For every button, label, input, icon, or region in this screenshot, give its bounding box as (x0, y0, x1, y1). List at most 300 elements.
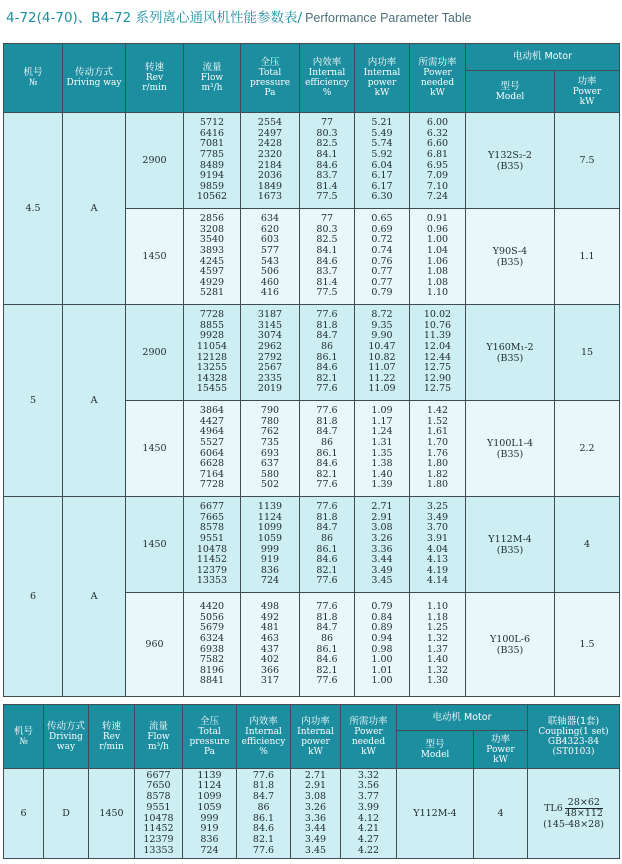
value-cell: 2320 (257, 148, 283, 160)
value-cell: 1124 (257, 511, 283, 523)
value-cell: 2428 (257, 138, 283, 150)
value-cell: 6.95 (426, 159, 449, 171)
value-cell: 4964 (199, 426, 225, 438)
value-cell: 3893 (199, 244, 225, 256)
motor-power: 1.1 (555, 209, 620, 305)
flow-values (184, 401, 241, 497)
value-cell: 1.18 (426, 611, 449, 623)
value-cell: 6677 (199, 501, 225, 513)
value-cell: 1673 (257, 191, 283, 203)
value-cell: 1124 (197, 780, 222, 792)
pressure-values (241, 401, 300, 497)
motor-power: 4 (474, 769, 528, 859)
value-cell: 10.76 (423, 319, 452, 331)
value-cell: 12.90 (423, 372, 452, 384)
value-cell: 3.49 (371, 564, 393, 576)
value-cell: 724 (200, 844, 219, 856)
value-cell: 3.45 (371, 575, 393, 587)
value-cell: 1139 (257, 501, 283, 513)
power-needed-values (410, 305, 466, 401)
value-cell: 543 (260, 255, 280, 267)
value-cell: 762 (260, 426, 280, 438)
value-cell: 1.82 (426, 468, 449, 480)
value-cell: 82.1 (316, 564, 338, 576)
header2-efficiency: 内效率 Internal efficiency % (237, 705, 291, 769)
value-cell: 0.98 (371, 643, 393, 655)
value-cell: 3.08 (304, 791, 327, 803)
value-cell: 1.06 (426, 255, 449, 267)
value-cell: 8489 (199, 159, 225, 171)
value-cell: 86.1 (316, 643, 338, 655)
value-cell: 86.1 (316, 351, 338, 363)
value-cell: 77.6 (316, 383, 338, 395)
value-cell: 0.89 (371, 622, 393, 634)
value-cell: 6.04 (371, 159, 393, 171)
value-cell: 7785 (199, 148, 225, 160)
value-cell: 3.26 (304, 801, 327, 813)
value-cell: 2.91 (304, 780, 327, 792)
value-cell: 86.1 (316, 447, 338, 459)
page-title (6, 6, 472, 28)
value-cell: 3864 (199, 405, 225, 417)
value-cell: 84.6 (316, 458, 338, 470)
value-cell: 1.76 (426, 447, 449, 459)
value-cell: 84.7 (316, 622, 338, 634)
value-cell: 10478 (196, 543, 228, 555)
value-cell: 77.6 (316, 309, 338, 321)
value-cell: 9.35 (371, 319, 393, 331)
value-cell: 1.04 (426, 244, 449, 256)
value-cell: 7582 (199, 654, 225, 666)
value-cell: 2567 (257, 362, 283, 374)
header2-model: 型号 Model (397, 731, 474, 769)
value-cell: 77.6 (316, 675, 338, 687)
motor-model: Y160M₁-2 (B35) (466, 305, 555, 401)
value-cell: 7.24 (426, 191, 449, 203)
value-cell: 81.8 (316, 511, 338, 523)
value-cell: 84.1 (316, 148, 338, 160)
value-cell: 13255 (196, 362, 228, 374)
value-cell: 463 (260, 632, 280, 644)
value-cell: 0.77 (371, 276, 393, 288)
flow-values (135, 769, 183, 859)
value-cell: 7728 (199, 479, 225, 491)
value-cell: 3.36 (371, 543, 393, 555)
header2-power-needed: 所需功率 Power needed kW (341, 705, 397, 769)
value-cell: 2497 (257, 127, 283, 139)
header-model: 型号 Model (466, 71, 555, 113)
value-cell: 84.7 (316, 522, 338, 534)
value-cell: 1.39 (371, 479, 393, 491)
pressure-values (241, 209, 300, 305)
value-cell: 12.04 (423, 340, 452, 352)
value-cell: 0.65 (371, 213, 393, 225)
value-cell: 83.7 (316, 170, 338, 182)
motor-power: 7.5 (555, 113, 620, 209)
rev-value: 960 (126, 593, 184, 697)
header-drive: 传动方式 Driving way (63, 44, 126, 113)
value-cell: 84.7 (252, 791, 275, 803)
value-cell: 77.5 (316, 191, 338, 203)
flow-values (184, 209, 241, 305)
value-cell: 498 (260, 601, 280, 613)
value-cell: 836 (200, 833, 219, 845)
value-cell: 1.32 (426, 664, 449, 676)
motor-power: 2.2 (555, 401, 620, 497)
internal-power-values (355, 113, 410, 209)
pressure-values (241, 497, 300, 593)
power-needed-values (410, 401, 466, 497)
value-cell: 1.40 (371, 468, 393, 480)
value-cell: 4.21 (357, 823, 380, 835)
power-needed-values (410, 209, 466, 305)
value-cell: 5527 (199, 436, 225, 448)
header-flow: 流量 Flow m³/h (184, 44, 241, 113)
value-cell: 6.32 (426, 127, 449, 139)
header-power-needed: 所需功率 Power needed kW (410, 44, 466, 113)
table2-row (4, 769, 620, 859)
value-cell: 1.00 (371, 675, 393, 687)
value-cell: 77.6 (316, 501, 338, 513)
value-cell: 81.8 (316, 611, 338, 623)
value-cell: 86 (320, 632, 334, 644)
value-cell: 2962 (257, 340, 283, 352)
value-cell: 81.8 (252, 780, 275, 792)
value-cell: 10.02 (423, 309, 452, 321)
value-cell: 1.70 (426, 436, 449, 448)
value-cell: 780 (260, 415, 280, 427)
driving-way: A (63, 305, 126, 497)
value-cell: 1.61 (426, 426, 449, 438)
value-cell: 6.30 (371, 191, 393, 203)
value-cell: 3.44 (304, 823, 327, 835)
value-cell: 9551 (199, 532, 225, 544)
flow-values (184, 305, 241, 401)
driving-way: A (63, 113, 126, 305)
efficiency-values (300, 305, 355, 401)
value-cell: 5.21 (371, 117, 393, 129)
value-cell: 9551 (146, 801, 171, 813)
value-cell: 7164 (199, 468, 225, 480)
value-cell: 366 (260, 664, 280, 676)
efficiency-values (237, 769, 291, 859)
performance-table-2 (3, 704, 620, 859)
value-cell: 1.24 (371, 426, 393, 438)
value-cell: 10562 (196, 191, 228, 203)
motor-model: Y132S₂-2 (B35) (466, 113, 555, 209)
value-cell: 437 (260, 643, 280, 655)
value-cell: 4.04 (426, 543, 449, 555)
value-cell: 77.6 (316, 405, 338, 417)
value-cell: 1.01 (371, 664, 393, 676)
value-cell: 4.19 (426, 564, 449, 576)
value-cell: 481 (260, 622, 280, 634)
value-cell: 3.56 (357, 780, 380, 792)
value-cell: 4.12 (357, 812, 380, 824)
value-cell: 82.5 (316, 138, 338, 150)
value-cell: 836 (260, 564, 280, 576)
header2-no: 机号 № (4, 705, 44, 769)
value-cell: 3208 (199, 223, 225, 235)
value-cell: 7.09 (426, 170, 449, 182)
header2-motor: 电动机 Motor (397, 705, 528, 731)
value-cell: 77.6 (316, 479, 338, 491)
value-cell: 1.00 (426, 234, 449, 246)
internal-power-values (355, 401, 410, 497)
value-cell: 80.3 (316, 223, 338, 235)
value-cell: 2554 (257, 117, 283, 129)
value-cell: 77.6 (252, 769, 275, 781)
value-cell: 1.42 (426, 405, 449, 417)
efficiency-values (300, 209, 355, 305)
value-cell: 3540 (199, 234, 225, 246)
value-cell: 0.94 (371, 632, 393, 644)
value-cell: 0.91 (426, 213, 449, 225)
value-cell: 603 (260, 234, 280, 246)
flow-values (184, 113, 241, 209)
header2-flow: 流量 Flow m³/h (135, 705, 183, 769)
internal-power-values (355, 209, 410, 305)
value-cell: 9928 (199, 330, 225, 342)
header-no: 机号 № (4, 44, 63, 113)
rev-value: 1450 (89, 769, 135, 859)
value-cell: 8.72 (371, 309, 393, 321)
value-cell: 15455 (196, 383, 228, 395)
value-cell: 402 (260, 654, 280, 666)
motor-power: 4 (555, 497, 620, 593)
machine-no: 6 (4, 769, 44, 859)
value-cell: 81.4 (316, 180, 338, 192)
value-cell: 1.10 (426, 287, 449, 299)
value-cell: 86.1 (316, 543, 338, 555)
value-cell: 1059 (197, 801, 222, 813)
value-cell: 3.70 (426, 522, 449, 534)
value-cell: 82.1 (316, 468, 338, 480)
value-cell: 14328 (196, 372, 228, 384)
value-cell: 5.92 (371, 148, 393, 160)
value-cell: 3.45 (304, 844, 327, 856)
value-cell: 84.6 (316, 255, 338, 267)
value-cell: 0.76 (371, 255, 393, 267)
value-cell: 7081 (199, 138, 225, 150)
table-row (4, 497, 620, 593)
value-cell: 2036 (257, 170, 283, 182)
pressure-values (183, 769, 237, 859)
value-cell: 86 (320, 340, 334, 352)
header-motor: 电动机 Motor (466, 44, 620, 71)
value-cell: 3.26 (371, 532, 393, 544)
rev-value: 1450 (126, 497, 184, 593)
value-cell: 1.10 (426, 601, 449, 613)
value-cell: 3.77 (357, 791, 380, 803)
motor-model: Y90S-4 (B35) (466, 209, 555, 305)
value-cell: 1849 (257, 180, 283, 192)
power-needed-values (410, 497, 466, 593)
power-needed-values (341, 769, 397, 859)
value-cell: 6.17 (371, 170, 393, 182)
title-english: Performance Parameter Table (305, 11, 472, 25)
value-cell: 2184 (257, 159, 283, 171)
value-cell: 2019 (257, 383, 283, 395)
value-cell: 919 (260, 554, 280, 566)
value-cell: 6.00 (426, 117, 449, 129)
value-cell: 77.6 (316, 575, 338, 587)
motor-model: Y100L1-4 (B35) (466, 401, 555, 497)
value-cell: 84.6 (316, 159, 338, 171)
value-cell: 11452 (196, 554, 228, 566)
performance-table-1 (3, 43, 620, 697)
pressure-values (241, 113, 300, 209)
value-cell: 1.00 (371, 654, 393, 666)
internal-power-values (355, 497, 410, 593)
header2-coupling: 联轴器(1套) Coupling(1 set) GB4323-84 (ST0103) (528, 705, 620, 769)
driving-way: A (63, 497, 126, 697)
value-cell: 6324 (199, 632, 225, 644)
value-cell: 4929 (199, 276, 225, 288)
value-cell: 634 (260, 213, 280, 225)
efficiency-values (300, 401, 355, 497)
header-pressure: 全压 Total pressure Pa (241, 44, 300, 113)
value-cell: 502 (260, 479, 280, 491)
value-cell: 2856 (199, 213, 225, 225)
value-cell: 82.5 (316, 234, 338, 246)
value-cell: 3.44 (371, 554, 393, 566)
value-cell: 3.25 (426, 501, 449, 513)
value-cell: 3.08 (371, 522, 393, 534)
value-cell: 4245 (199, 255, 225, 267)
value-cell: 1.17 (371, 415, 393, 427)
value-cell: 4597 (199, 266, 225, 278)
value-cell: 790 (260, 405, 280, 417)
value-cell: 1.30 (426, 675, 449, 687)
internal-power-values (355, 593, 410, 697)
rev-value: 1450 (126, 401, 184, 497)
value-cell: 86.1 (252, 812, 275, 824)
value-cell: 6677 (146, 769, 171, 781)
power-needed-values (410, 593, 466, 697)
motor-power: 15 (555, 305, 620, 401)
value-cell: 13353 (196, 575, 228, 587)
value-cell: 1099 (197, 791, 222, 803)
value-cell: 3.36 (304, 812, 327, 824)
value-cell: 81.8 (316, 415, 338, 427)
value-cell: 577 (260, 244, 280, 256)
value-cell: 81.4 (316, 276, 338, 288)
value-cell: 8841 (199, 675, 225, 687)
value-cell: 5.49 (371, 127, 393, 139)
table-row (4, 305, 620, 401)
value-cell: 0.79 (371, 601, 393, 613)
value-cell: 3.49 (304, 833, 327, 845)
value-cell: 460 (260, 276, 280, 288)
value-cell: 1059 (257, 532, 283, 544)
value-cell: 6938 (199, 643, 225, 655)
value-cell: 12128 (196, 351, 228, 363)
value-cell: 86 (320, 436, 334, 448)
value-cell: 999 (200, 812, 219, 824)
efficiency-values (300, 593, 355, 697)
value-cell: 4420 (199, 601, 225, 613)
header2-internal-power: 内功率 Internal power kW (291, 705, 341, 769)
motor-model: Y112M-4 (397, 769, 474, 859)
value-cell: 6628 (199, 458, 225, 470)
value-cell: 10478 (143, 812, 174, 824)
value-cell: 84.6 (316, 362, 338, 374)
value-cell: 1.25 (426, 622, 449, 634)
value-cell: 693 (260, 447, 280, 459)
value-cell: 1.52 (426, 415, 449, 427)
value-cell: 3145 (257, 319, 283, 331)
header-efficiency: 内效率 Internal efficiency % (300, 44, 355, 113)
value-cell: 82.1 (252, 833, 275, 845)
value-cell: 735 (260, 436, 280, 448)
motor-power: 1.5 (555, 593, 620, 697)
value-cell: 11054 (196, 340, 228, 352)
value-cell: 6.17 (371, 180, 393, 192)
value-cell: 12379 (143, 833, 174, 845)
machine-no: 5 (4, 305, 63, 497)
value-cell: 2.71 (304, 769, 327, 781)
value-cell: 1099 (257, 522, 283, 534)
value-cell: 82.1 (316, 664, 338, 676)
value-cell: 13353 (143, 844, 174, 856)
value-cell: 10.47 (368, 340, 396, 352)
value-cell: 84.6 (316, 654, 338, 666)
value-cell: 4.14 (426, 575, 449, 587)
value-cell: 416 (260, 287, 280, 299)
value-cell: 12.75 (423, 383, 452, 395)
value-cell: 1.37 (426, 643, 449, 655)
value-cell: 84.6 (316, 554, 338, 566)
value-cell: 4.13 (426, 554, 449, 566)
value-cell: 4.27 (357, 833, 380, 845)
header2-motor-power: 功率 Power kW (474, 731, 528, 769)
value-cell: 5056 (199, 611, 225, 623)
header2-pressure: 全压 Total pressure Pa (183, 705, 237, 769)
value-cell: 6.60 (426, 138, 449, 150)
flow-values (184, 593, 241, 697)
header-motor-power: 功率 Power kW (555, 71, 620, 113)
efficiency-values (300, 497, 355, 593)
value-cell: 1.08 (426, 276, 449, 288)
value-cell: 86 (257, 801, 270, 813)
value-cell: 84.1 (316, 244, 338, 256)
value-cell: 7650 (146, 780, 171, 792)
value-cell: 3.32 (357, 769, 380, 781)
value-cell: 2335 (257, 372, 283, 384)
value-cell: 7665 (199, 511, 225, 523)
coupling-note: (145-48×28) (543, 818, 604, 830)
value-cell: 11.09 (368, 383, 396, 395)
value-cell: 4427 (199, 415, 225, 427)
value-cell: 492 (260, 611, 280, 623)
pressure-values (241, 305, 300, 401)
value-cell: 1.38 (371, 458, 393, 470)
value-cell: 82.1 (316, 372, 338, 384)
value-cell: 1.08 (426, 266, 449, 278)
value-cell: 1.32 (426, 632, 449, 644)
value-cell: 80.3 (316, 127, 338, 139)
header2-rev: 转速 Rev r/min (89, 705, 135, 769)
coupling-prefix: TL6 (544, 802, 563, 814)
value-cell: 7.10 (426, 180, 449, 192)
pressure-values (241, 593, 300, 697)
value-cell: 7728 (199, 309, 225, 321)
value-cell: 81.8 (316, 319, 338, 331)
internal-power-values (355, 305, 410, 401)
value-cell: 5281 (199, 287, 225, 299)
value-cell: 5679 (199, 622, 225, 634)
